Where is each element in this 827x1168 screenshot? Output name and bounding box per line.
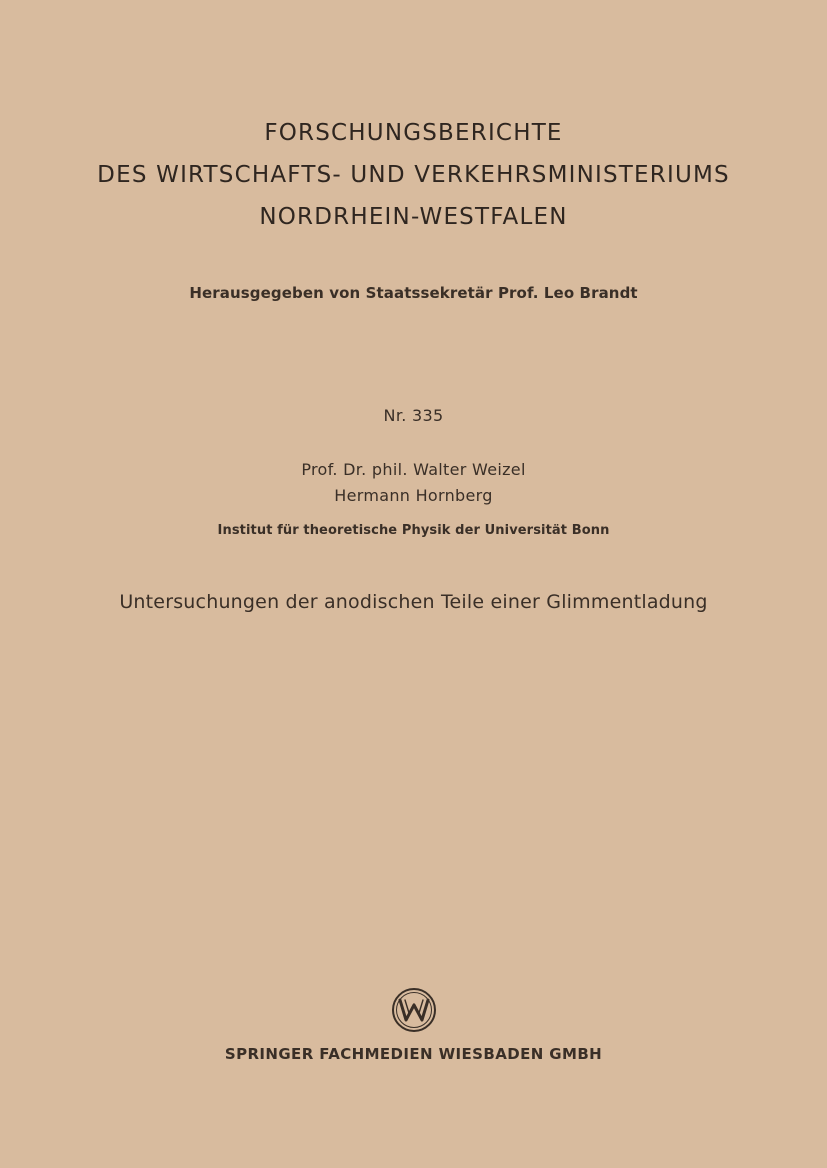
book-title: Untersuchungen der anodischen Teile einer Glimmentladung bbox=[119, 591, 708, 613]
springer-vieweg-w-monogram-icon bbox=[391, 987, 437, 1033]
author-1: Prof. Dr. phil. Walter Weizel bbox=[301, 460, 526, 479]
institute: Institut für theoretische Physik der Universität Bonn bbox=[217, 523, 610, 538]
editor-line: Herausgegeben von Staatssekretär Prof. Leo Brandt bbox=[189, 284, 638, 302]
series-title-line-3: NORDRHEIN-WESTFALEN bbox=[259, 204, 568, 230]
publisher: SPRINGER FACHMEDIEN WIESBADEN GMBH bbox=[224, 1045, 603, 1063]
series-title-line-2: DES WIRTSCHAFTS- UND VERKEHRSMINISTERIUMS bbox=[97, 162, 730, 188]
report-number: Nr. 335 bbox=[383, 406, 444, 425]
series-title-line-1: FORSCHUNGSBERICHTE bbox=[264, 120, 563, 146]
author-2: Hermann Hornberg bbox=[334, 486, 493, 505]
